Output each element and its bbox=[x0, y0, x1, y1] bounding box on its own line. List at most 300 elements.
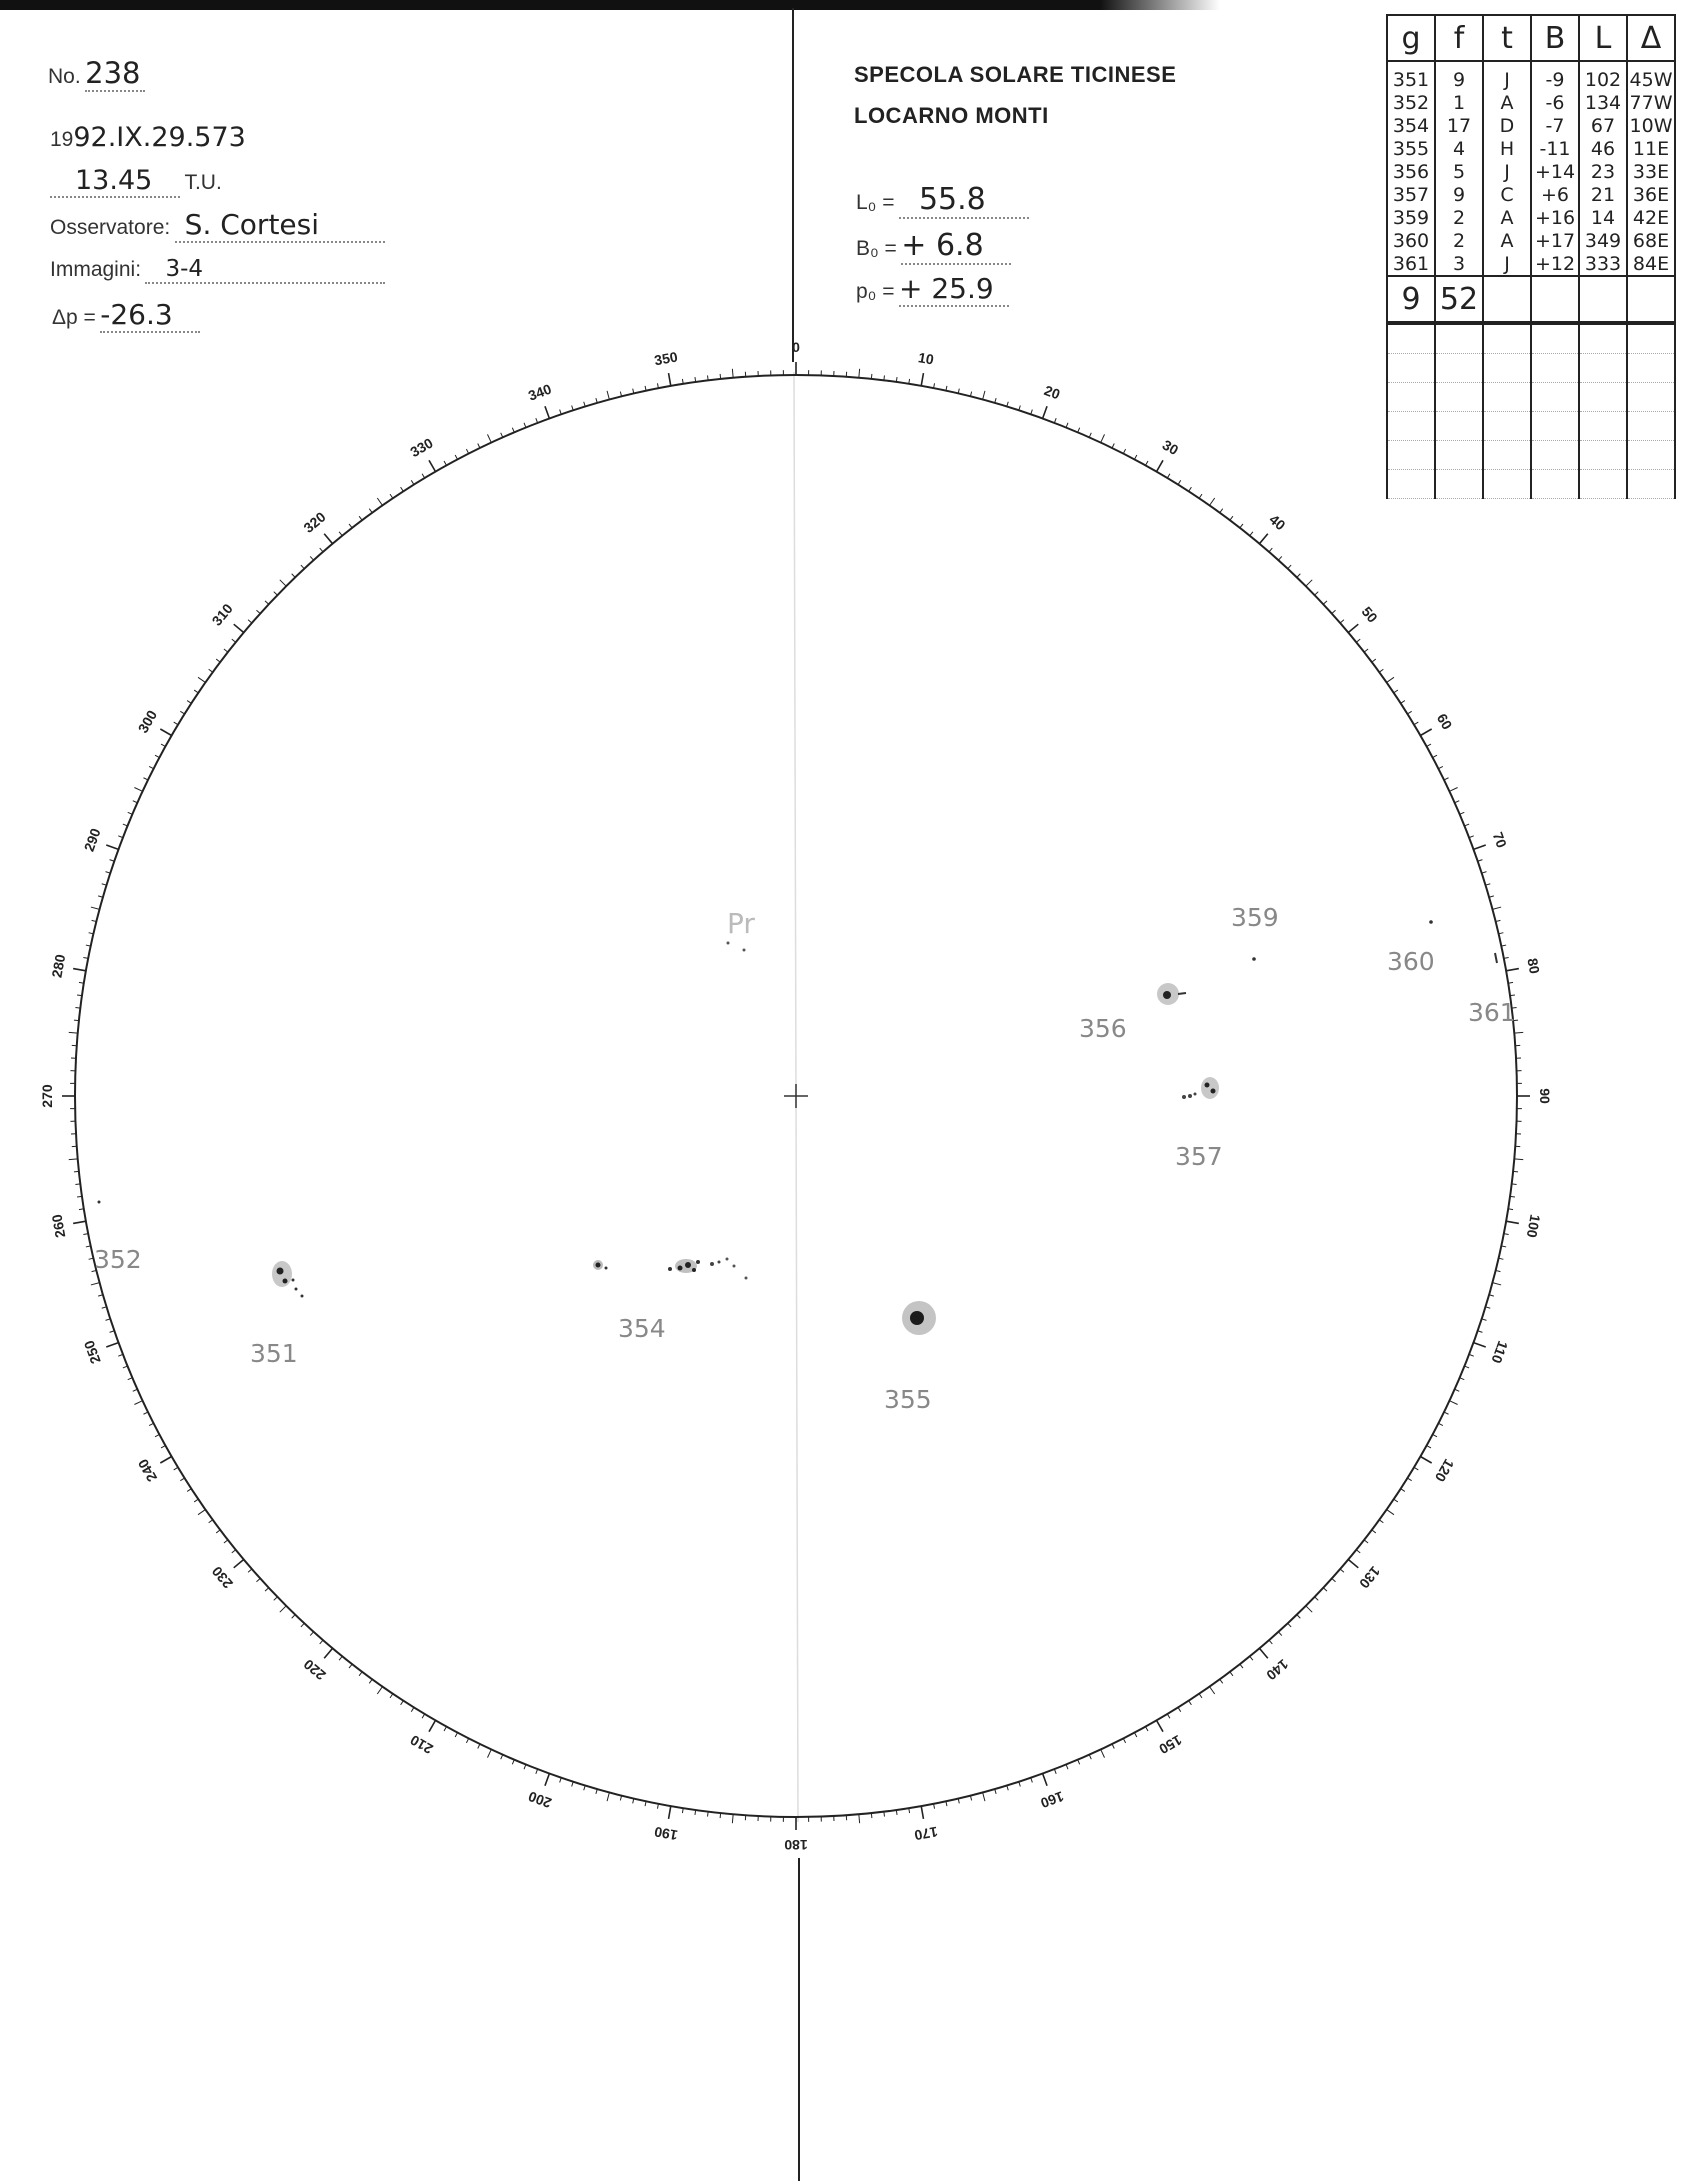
degree-tick bbox=[1407, 1478, 1411, 1481]
table-row bbox=[1387, 61, 1675, 91]
cell-delta: 10W bbox=[1627, 114, 1675, 137]
degree-tick bbox=[1259, 534, 1267, 544]
degree-tick-label: 110 bbox=[1488, 1338, 1512, 1366]
degree-tick bbox=[1379, 1520, 1383, 1523]
cell-delta: 42E bbox=[1627, 206, 1675, 229]
degree-tick bbox=[1514, 1032, 1523, 1033]
umbra bbox=[910, 1311, 924, 1325]
degree-tick bbox=[161, 744, 165, 746]
b0-value: + 6.8 bbox=[901, 228, 984, 263]
degree-tick bbox=[1306, 1606, 1312, 1612]
degree-tick-label: 120 bbox=[1431, 1456, 1458, 1485]
degree-tick bbox=[1387, 677, 1394, 682]
degree-tick-label: 290 bbox=[80, 826, 104, 854]
degree-tick bbox=[194, 690, 198, 693]
degree-tick bbox=[143, 778, 147, 780]
degree-tick bbox=[1332, 1578, 1336, 1581]
cell-f: 9 bbox=[1435, 61, 1483, 91]
degree-tick bbox=[390, 494, 393, 498]
table-row bbox=[1387, 91, 1675, 114]
degree-tick bbox=[324, 1648, 332, 1658]
cell-f: 2 bbox=[1435, 229, 1483, 252]
cell-f: 2 bbox=[1435, 206, 1483, 229]
cell-l: 333 bbox=[1579, 252, 1627, 276]
degree-tick bbox=[1288, 565, 1291, 569]
cell-l: 14 bbox=[1579, 206, 1627, 229]
degree-tick bbox=[1506, 969, 1519, 971]
degree-tick bbox=[1112, 443, 1114, 447]
umbra bbox=[685, 1262, 691, 1268]
degree-tick bbox=[1433, 1434, 1437, 1436]
degree-tick bbox=[98, 1295, 103, 1296]
degree-tick bbox=[75, 1008, 80, 1009]
spot bbox=[605, 1267, 608, 1270]
degree-tick bbox=[1297, 1615, 1300, 1619]
cell-g: 356 bbox=[1387, 160, 1435, 183]
umbra bbox=[1211, 1089, 1216, 1094]
l0-label: L₀ = bbox=[856, 191, 895, 214]
degree-tick-label: 160 bbox=[1038, 1788, 1066, 1812]
degree-tick-label: 80 bbox=[1524, 956, 1543, 975]
degree-tick bbox=[501, 1755, 503, 1760]
degree-tick bbox=[234, 1559, 244, 1567]
cell-t: A bbox=[1483, 206, 1531, 229]
degree-tick bbox=[128, 1378, 133, 1380]
cell-f: 9 bbox=[1435, 183, 1483, 206]
degree-tick bbox=[77, 995, 82, 996]
degree-tick bbox=[1157, 1720, 1164, 1731]
degree-tick bbox=[444, 461, 446, 465]
degree-tick bbox=[198, 1510, 205, 1515]
degree-tick bbox=[1364, 1540, 1368, 1543]
degree-tick bbox=[1449, 1401, 1457, 1405]
degree-tick bbox=[732, 1814, 733, 1823]
degree-tick bbox=[466, 449, 468, 453]
degree-tick bbox=[1485, 884, 1490, 885]
degree-tick bbox=[74, 1020, 79, 1021]
degree-tick bbox=[1506, 1221, 1519, 1223]
degree-tick bbox=[455, 455, 457, 459]
degree-tick bbox=[1278, 556, 1281, 560]
header-f: f bbox=[1435, 15, 1483, 61]
cell-l: 23 bbox=[1579, 160, 1627, 183]
degree-tick-label: 100 bbox=[1523, 1213, 1544, 1239]
degree-tick-label: 140 bbox=[1263, 1656, 1292, 1684]
group-label-361: 361 bbox=[1468, 998, 1516, 1027]
cell-delta: 11E bbox=[1627, 137, 1675, 160]
degree-tick bbox=[422, 474, 425, 478]
degree-tick bbox=[401, 487, 404, 491]
sunspot-group-359 bbox=[1252, 957, 1256, 961]
sunspot-group-357 bbox=[1182, 1077, 1219, 1099]
degree-tick-label: 60 bbox=[1433, 710, 1456, 733]
degree-tick bbox=[487, 1749, 491, 1757]
degree-tick bbox=[1394, 1499, 1398, 1502]
spot bbox=[710, 1262, 714, 1266]
group-label-352: 352 bbox=[94, 1245, 142, 1274]
total-spots: 52 bbox=[1435, 276, 1483, 323]
number-value: 238 bbox=[85, 56, 141, 90]
degree-tick bbox=[1112, 1744, 1114, 1748]
degree-tick-label: 180 bbox=[784, 1837, 808, 1853]
cell-delta: 36E bbox=[1627, 183, 1675, 206]
cell-delta: 77W bbox=[1627, 91, 1675, 114]
degree-tick bbox=[896, 1810, 897, 1815]
pole-dot bbox=[727, 942, 730, 945]
table-blank-row bbox=[1387, 470, 1675, 499]
degree-tick bbox=[1315, 1597, 1319, 1600]
degree-tick bbox=[69, 1159, 78, 1160]
degree-tick bbox=[224, 649, 228, 652]
spot bbox=[668, 1267, 672, 1271]
degree-tick bbox=[584, 402, 585, 407]
degree-tick bbox=[1134, 1733, 1136, 1737]
spot bbox=[295, 1288, 298, 1291]
degree-tick bbox=[1379, 669, 1383, 672]
degree-tick-label: 300 bbox=[134, 707, 161, 736]
degree-tick bbox=[1489, 896, 1494, 897]
degree-tick bbox=[280, 580, 286, 586]
degree-tick-label: 150 bbox=[1156, 1731, 1185, 1758]
degree-tick bbox=[411, 1707, 414, 1711]
header-t: t bbox=[1483, 15, 1531, 61]
degree-tick bbox=[1007, 402, 1008, 407]
degree-tick bbox=[390, 1694, 393, 1698]
degree-tick bbox=[224, 1540, 228, 1543]
cell-g: 351 bbox=[1387, 61, 1435, 91]
degree-tick bbox=[1250, 532, 1253, 536]
degree-tick bbox=[1420, 1457, 1431, 1464]
group-label-355: 355 bbox=[884, 1385, 932, 1414]
sunspot-group-361 bbox=[1495, 953, 1497, 963]
degree-tick bbox=[1455, 801, 1460, 803]
images-value: 3-4 bbox=[165, 256, 204, 282]
degree-tick bbox=[1123, 1738, 1125, 1742]
umbra bbox=[277, 1268, 284, 1275]
delta-p-label: Δp = bbox=[52, 306, 96, 329]
degree-tick bbox=[1199, 1694, 1202, 1698]
degree-tick bbox=[1297, 574, 1300, 578]
observer-label: Osservatore: bbox=[50, 216, 171, 239]
cell-t: J bbox=[1483, 61, 1531, 91]
degree-tick bbox=[896, 377, 897, 382]
observatory-name: SPECOLA SOLARE TICINESE bbox=[854, 62, 1177, 87]
cell-f: 5 bbox=[1435, 160, 1483, 183]
degree-tick bbox=[349, 1664, 352, 1668]
degree-tick bbox=[1315, 592, 1319, 595]
degree-tick bbox=[1340, 1569, 1344, 1572]
degree-tick bbox=[1134, 455, 1136, 459]
degree-tick-label: 10 bbox=[917, 349, 936, 368]
degree-tick-label: 330 bbox=[407, 434, 436, 461]
degree-tick bbox=[669, 1806, 671, 1819]
degree-tick-label: 260 bbox=[48, 1213, 69, 1239]
degree-tick bbox=[1146, 1727, 1148, 1731]
degree-tick bbox=[73, 1221, 86, 1223]
degree-tick bbox=[369, 1679, 372, 1683]
spot bbox=[745, 1277, 748, 1280]
degree-tick bbox=[1178, 480, 1181, 484]
degree-tick bbox=[69, 1032, 78, 1033]
degree-tick bbox=[180, 711, 184, 714]
header-b: B bbox=[1531, 15, 1579, 61]
degree-tick bbox=[859, 1814, 860, 1823]
degree-tick bbox=[377, 498, 382, 505]
degree-tick bbox=[1414, 722, 1418, 725]
degree-tick bbox=[174, 722, 178, 725]
degree-tick bbox=[487, 434, 491, 442]
degree-tick bbox=[584, 1785, 585, 1790]
degree-tick bbox=[324, 534, 332, 544]
date-prefix: 19 bbox=[50, 128, 74, 151]
degree-tick bbox=[1240, 524, 1243, 528]
degree-tick bbox=[1414, 1467, 1418, 1470]
spot bbox=[733, 1265, 736, 1268]
degree-tick bbox=[1455, 1389, 1460, 1391]
degree-tick bbox=[1323, 601, 1327, 604]
degree-tick bbox=[1189, 1701, 1192, 1705]
group-label-360: 360 bbox=[1387, 947, 1435, 976]
degree-tick bbox=[161, 1446, 165, 1448]
umbra bbox=[596, 1263, 601, 1268]
degree-tick bbox=[429, 460, 436, 471]
table-blank-row bbox=[1387, 441, 1675, 470]
cell-l: 67 bbox=[1579, 114, 1627, 137]
degree-tick bbox=[1167, 1714, 1170, 1718]
cell-delta: 68E bbox=[1627, 229, 1675, 252]
cell-g: 355 bbox=[1387, 137, 1435, 160]
degree-tick-label: 250 bbox=[80, 1338, 104, 1366]
time-value: 13.45 bbox=[75, 165, 153, 196]
degree-tick bbox=[1089, 1755, 1091, 1760]
table-row bbox=[1387, 252, 1675, 276]
degree-tick bbox=[91, 1283, 100, 1285]
degree-tick bbox=[1240, 1664, 1243, 1668]
degree-tick bbox=[1420, 729, 1431, 736]
degree-tick bbox=[695, 377, 696, 382]
degree-tick bbox=[359, 516, 362, 520]
cell-b: -7 bbox=[1531, 114, 1579, 137]
cell-b: -9 bbox=[1531, 61, 1579, 91]
degree-tick-label: 280 bbox=[48, 953, 69, 979]
umbra bbox=[678, 1266, 683, 1271]
sunspot-group-356 bbox=[1157, 983, 1186, 1005]
degree-tick bbox=[1512, 1184, 1517, 1185]
degree-tick bbox=[455, 1733, 457, 1737]
degree-tick bbox=[133, 801, 138, 803]
degree-tick bbox=[1510, 1196, 1515, 1197]
cell-b: +14 bbox=[1531, 160, 1579, 183]
degree-tick bbox=[280, 1606, 286, 1612]
degree-tick bbox=[1433, 755, 1437, 757]
cell-l: 134 bbox=[1579, 91, 1627, 114]
degree-tick bbox=[607, 391, 609, 400]
degree-tick bbox=[512, 428, 514, 433]
p0-label: p₀ = bbox=[856, 280, 895, 303]
table-blank-row bbox=[1387, 354, 1675, 383]
cell-t: A bbox=[1483, 229, 1531, 252]
degree-tick bbox=[320, 1640, 323, 1644]
spot bbox=[1194, 1093, 1197, 1096]
degree-tick bbox=[720, 1813, 721, 1818]
degree-tick-label: 0 bbox=[792, 339, 800, 355]
degree-tick-label: 240 bbox=[134, 1456, 161, 1485]
degree-tick bbox=[301, 565, 304, 569]
degree-tick-label: 210 bbox=[407, 1731, 436, 1758]
umbra bbox=[1163, 991, 1171, 999]
degree-tick bbox=[732, 369, 733, 378]
degree-tick bbox=[98, 896, 103, 897]
degree-tick bbox=[1407, 711, 1411, 714]
degree-tick bbox=[91, 907, 100, 909]
degree-tick bbox=[1220, 1679, 1223, 1683]
degree-tick bbox=[478, 443, 480, 447]
cell-t: D bbox=[1483, 114, 1531, 137]
cell-t: J bbox=[1483, 160, 1531, 183]
degree-tick bbox=[106, 1343, 118, 1347]
cell-b: +16 bbox=[1531, 206, 1579, 229]
degree-tick bbox=[339, 532, 342, 536]
total-groups: 9 bbox=[1387, 276, 1435, 323]
table-row bbox=[1387, 114, 1675, 137]
degree-tick bbox=[180, 1478, 184, 1481]
degree-tick bbox=[720, 374, 721, 379]
degree-tick bbox=[310, 1632, 313, 1636]
degree-tick-label: 70 bbox=[1489, 829, 1511, 850]
degree-tick-label: 220 bbox=[300, 1656, 329, 1684]
images-label: Immagini: bbox=[50, 258, 142, 281]
degree-tick bbox=[871, 1813, 872, 1818]
degree-tick bbox=[1372, 1530, 1376, 1533]
degree-tick bbox=[995, 398, 996, 403]
degree-tick-label: 30 bbox=[1159, 436, 1182, 459]
degree-tick bbox=[1230, 1672, 1233, 1676]
cell-f: 3 bbox=[1435, 252, 1483, 276]
degree-tick bbox=[1278, 1632, 1281, 1636]
date-value: 92.IX.29.573 bbox=[73, 122, 246, 153]
degree-tick bbox=[1401, 1489, 1405, 1492]
cell-g: 357 bbox=[1387, 183, 1435, 206]
degree-tick bbox=[292, 574, 295, 578]
degree-tick bbox=[1348, 624, 1358, 632]
degree-tick bbox=[75, 1184, 80, 1185]
header-g: g bbox=[1387, 15, 1435, 61]
umbra bbox=[692, 1268, 696, 1272]
group-label-357: 357 bbox=[1175, 1142, 1223, 1171]
degree-tick bbox=[174, 1467, 178, 1470]
sunspot-group-354 bbox=[593, 1258, 748, 1280]
degree-tick bbox=[708, 1812, 709, 1817]
degree-tick bbox=[1492, 907, 1501, 909]
degree-tick bbox=[216, 1530, 220, 1533]
degree-tick bbox=[1210, 498, 1215, 505]
degree-tick bbox=[77, 1196, 82, 1197]
degree-tick bbox=[187, 701, 191, 704]
degree-tick bbox=[1438, 1423, 1442, 1425]
degree-tick bbox=[1306, 580, 1312, 586]
degree-tick bbox=[160, 1457, 171, 1464]
cell-b: +6 bbox=[1531, 183, 1579, 206]
degree-tick bbox=[134, 787, 142, 791]
degree-tick bbox=[232, 1550, 236, 1553]
degree-tick bbox=[256, 610, 260, 613]
sunspot-group-355 bbox=[902, 1301, 936, 1335]
sunspot-group-352 bbox=[98, 1201, 101, 1204]
degree-tick bbox=[401, 1701, 404, 1705]
degree-tick bbox=[708, 375, 709, 380]
degree-tick bbox=[983, 391, 985, 400]
degree-tick bbox=[884, 1812, 885, 1817]
degree-tick bbox=[921, 1806, 923, 1819]
cell-g: 359 bbox=[1387, 206, 1435, 229]
cell-f: 4 bbox=[1435, 137, 1483, 160]
degree-tick bbox=[1449, 787, 1457, 791]
cell-g: 361 bbox=[1387, 252, 1435, 276]
degree-tick bbox=[133, 1389, 138, 1391]
degree-tick bbox=[1146, 461, 1148, 465]
degree-tick bbox=[1189, 487, 1192, 491]
degree-tick bbox=[1078, 1760, 1080, 1765]
degree-tick bbox=[1356, 1550, 1360, 1553]
cell-t: A bbox=[1483, 91, 1531, 114]
degree-tick bbox=[1043, 406, 1047, 418]
degree-tick bbox=[607, 1792, 609, 1801]
b0-label: B₀ = bbox=[856, 237, 897, 260]
penumbra bbox=[272, 1261, 292, 1287]
degree-tick bbox=[1460, 1378, 1465, 1380]
degree-tick bbox=[265, 601, 269, 604]
degree-tick bbox=[1199, 494, 1202, 498]
degree-tick bbox=[1101, 434, 1105, 442]
degree-tick bbox=[1007, 1785, 1008, 1790]
degree-tick bbox=[128, 812, 133, 814]
degree-tick bbox=[320, 548, 323, 552]
degree-tick bbox=[1364, 649, 1368, 652]
degree-tick bbox=[349, 524, 352, 528]
group-label-359: 359 bbox=[1231, 903, 1279, 932]
degree-tick bbox=[359, 1672, 362, 1676]
cell-t: J bbox=[1483, 252, 1531, 276]
spot bbox=[1178, 993, 1186, 994]
degree-tick-label: 350 bbox=[653, 348, 679, 369]
spot bbox=[1188, 1094, 1192, 1098]
degree-tick-label: 230 bbox=[208, 1563, 236, 1592]
degree-tick bbox=[369, 509, 372, 513]
degree-tick bbox=[1427, 1446, 1431, 1448]
l0-value: 55.8 bbox=[918, 182, 986, 217]
degree-tick bbox=[1230, 516, 1233, 520]
degree-tick bbox=[1513, 1171, 1518, 1172]
cell-f: 1 bbox=[1435, 91, 1483, 114]
degree-tick bbox=[265, 1588, 269, 1591]
table-blank-row bbox=[1387, 323, 1675, 354]
degree-tick bbox=[1043, 1774, 1047, 1786]
degree-tick bbox=[1427, 744, 1431, 746]
group-label-356: 356 bbox=[1079, 1014, 1127, 1043]
degree-tick bbox=[1089, 433, 1091, 438]
cell-g: 352 bbox=[1387, 91, 1435, 114]
table-blank-row bbox=[1387, 412, 1675, 441]
degree-tick bbox=[1269, 548, 1272, 552]
degree-tick bbox=[194, 1499, 198, 1502]
degree-tick bbox=[478, 1744, 480, 1748]
degree-tick bbox=[1123, 449, 1125, 453]
degree-tick bbox=[596, 1789, 597, 1794]
degree-tick bbox=[501, 433, 503, 438]
degree-tick bbox=[1372, 659, 1376, 662]
degree-tick bbox=[1178, 1707, 1181, 1711]
p0-value: + 25.9 bbox=[898, 272, 994, 305]
